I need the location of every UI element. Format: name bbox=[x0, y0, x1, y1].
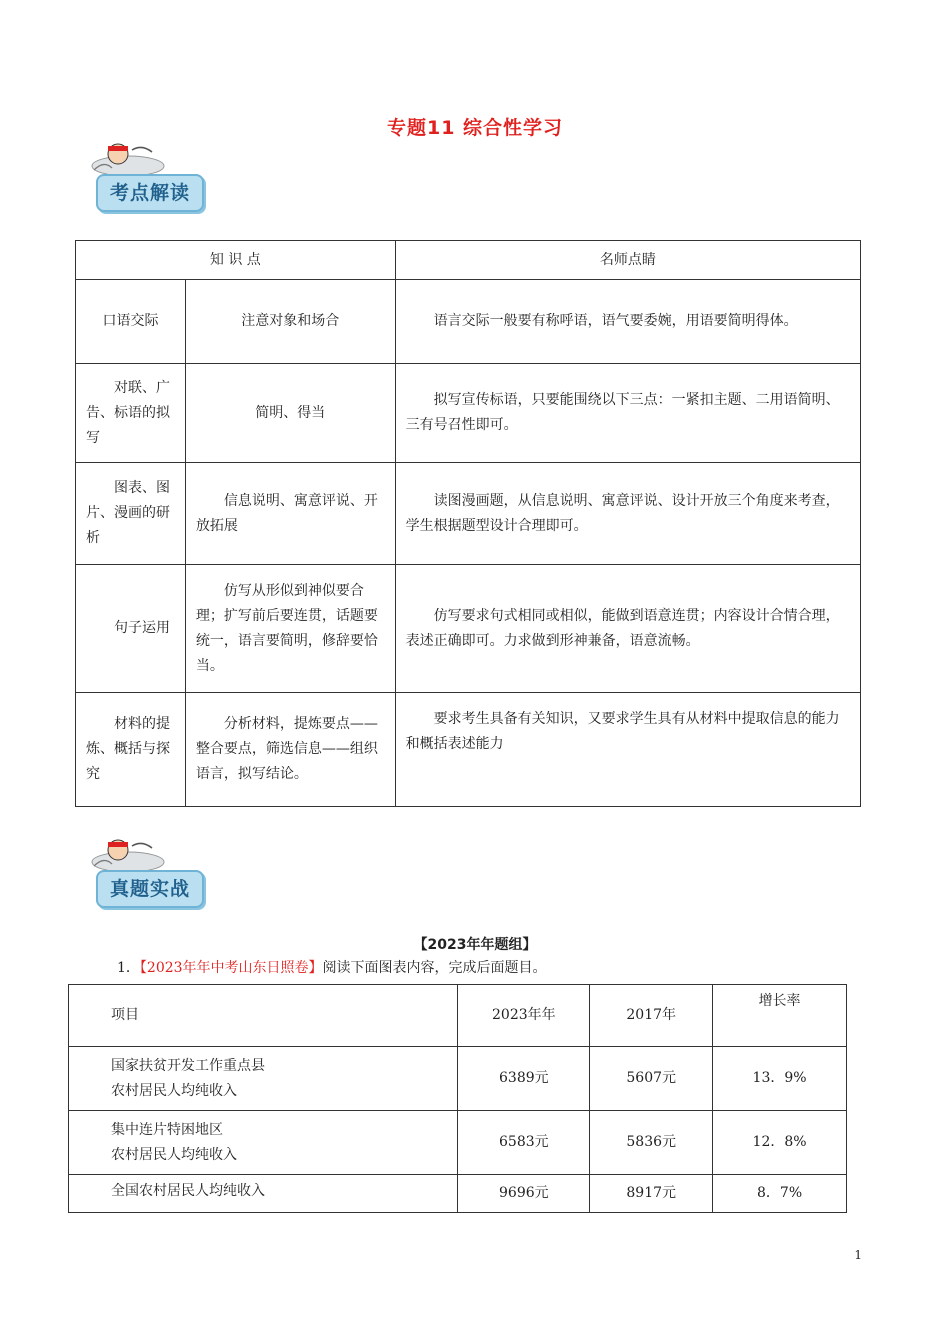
section-badge-zhenti bbox=[82, 836, 202, 908]
question-number: 1． bbox=[117, 960, 140, 976]
row-value-2017: 5836元 bbox=[590, 1111, 713, 1175]
row-name-line2: 农村居民人均纯收入 bbox=[111, 1146, 237, 1163]
section-badge-kaodian bbox=[82, 140, 202, 212]
row-detail: 注意对象和场合 bbox=[185, 280, 395, 364]
table-row bbox=[76, 565, 861, 693]
row-detail: 简明、得当 bbox=[185, 364, 395, 463]
data-table bbox=[68, 984, 847, 1213]
row-name-line1: 国家扶贫开发工作重点县 bbox=[111, 1057, 265, 1074]
row-detail: 信息说明、寓意评说、开放拓展 bbox=[185, 463, 395, 565]
row-topic: 句子运用 bbox=[76, 565, 186, 693]
header-tip: 名师点睛 bbox=[395, 241, 860, 280]
row-tip: 要求考生具备有关知识，又要求学生具有从材料中提取信息的能力和概括表述能力 bbox=[395, 693, 860, 807]
row-value-2023: 6583元 bbox=[458, 1111, 590, 1175]
row-topic: 对联、广告、标语的拟写 bbox=[76, 364, 186, 463]
table-row bbox=[69, 1111, 847, 1175]
question-text: 阅读下面图表内容，完成后面题目。 bbox=[322, 960, 547, 976]
row-topic: 口语交际 bbox=[76, 280, 186, 364]
page-number: 1 bbox=[854, 1248, 862, 1262]
header-year-2023: 2023年年 bbox=[458, 985, 590, 1047]
row-topic: 材料的提炼、概括与探究 bbox=[76, 693, 186, 807]
row-name bbox=[69, 1047, 458, 1111]
row-name-line2: 农村居民人均纯收入 bbox=[111, 1082, 237, 1099]
row-name bbox=[69, 1111, 458, 1175]
table-row bbox=[76, 463, 861, 565]
row-topic: 图表、图片、漫画的研析 bbox=[76, 463, 186, 565]
row-value-2017: 5607元 bbox=[590, 1047, 713, 1111]
table-row bbox=[76, 280, 861, 364]
row-detail: 分析材料，提炼要点——整合要点，筛选信息——组织语言，拟写结论。 bbox=[185, 693, 395, 807]
row-value-2023: 6389元 bbox=[458, 1047, 590, 1111]
table-row bbox=[76, 693, 861, 807]
header-year-2017: 2017年 bbox=[590, 985, 713, 1047]
table-row bbox=[76, 364, 861, 463]
group-title: 【2023年年题组】 bbox=[413, 937, 537, 953]
table-row bbox=[69, 1175, 847, 1213]
table-header-row bbox=[76, 241, 861, 280]
question-1 bbox=[117, 957, 547, 977]
row-tip: 语言交际一般要有称呼语，语气要委婉，用语要简明得体。 bbox=[395, 280, 860, 364]
knowledge-table bbox=[75, 240, 861, 807]
row-name bbox=[69, 1175, 458, 1213]
row-name-line1: 集中连片特困地区 bbox=[111, 1121, 223, 1138]
section-label: 考点解读 bbox=[96, 174, 204, 212]
table-row bbox=[69, 1047, 847, 1111]
row-growth: 8．7% bbox=[713, 1175, 847, 1213]
row-tip: 仿写要求句式相同或相似，能做到语意连贯；内容设计合情合理，表述正确即可。力求做到形神兼备，语意流畅。 bbox=[395, 565, 860, 693]
row-growth: 13．9% bbox=[713, 1047, 847, 1111]
row-value-2017: 8917元 bbox=[590, 1175, 713, 1213]
header-point: 知 识 点 bbox=[76, 241, 396, 280]
row-detail: 仿写从形似到神似要合理；扩写前后要连贯，话题要统一，语言要简明，修辞要恰当。 bbox=[185, 565, 395, 693]
header-item: 项目 bbox=[69, 985, 458, 1047]
row-tip: 读图漫画题，从信息说明、寓意评说、设计开放三个角度来考查，学生根据题型设计合理即可。 bbox=[395, 463, 860, 565]
row-name-line1: 全国农村居民人均纯收入 bbox=[111, 1183, 265, 1199]
section-label: 真题实战 bbox=[96, 870, 204, 908]
row-growth: 12．8% bbox=[713, 1111, 847, 1175]
header-growth: 增长率 bbox=[713, 985, 847, 1047]
question-source: 【2023年年中考山东日照卷】 bbox=[139, 960, 323, 976]
table-header-row bbox=[69, 985, 847, 1047]
page-title: 专题11 综合性学习 bbox=[386, 117, 564, 139]
row-tip: 拟写宣传标语，只要能围绕以下三点：一紧扣主题、二用语简明、三有号召性即可。 bbox=[395, 364, 860, 463]
row-value-2023: 9696元 bbox=[458, 1175, 590, 1213]
